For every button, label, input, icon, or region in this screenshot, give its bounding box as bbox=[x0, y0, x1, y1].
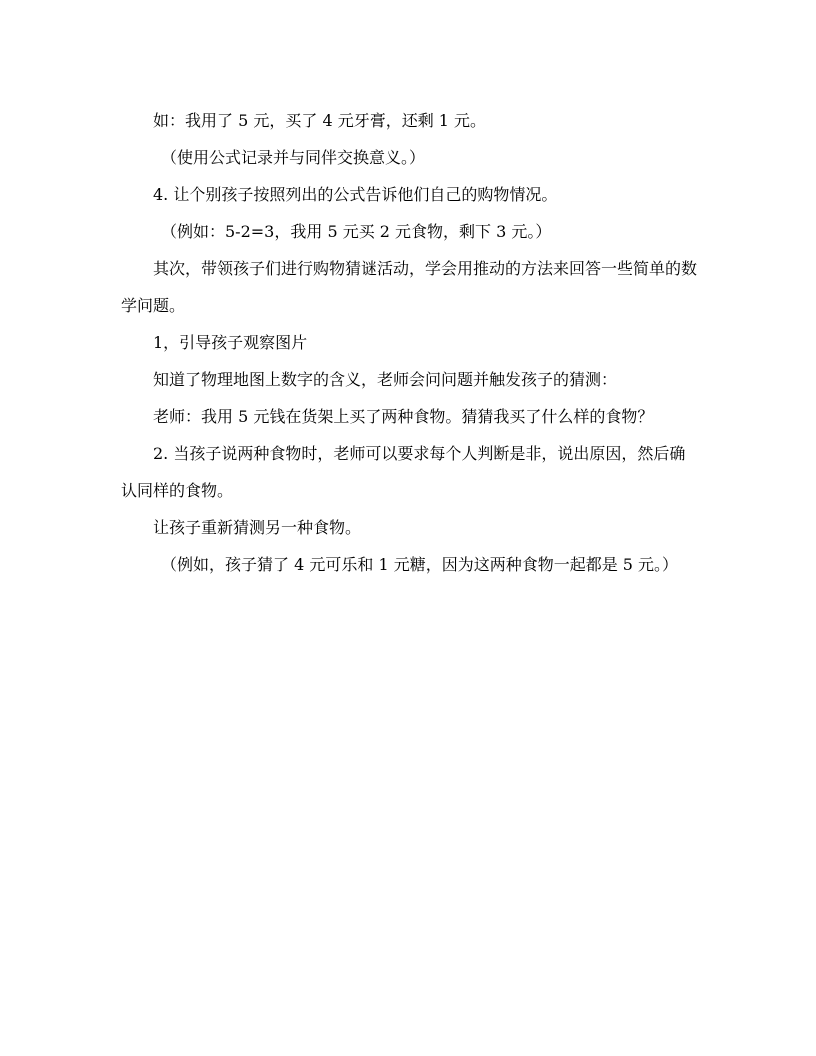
paragraph-step-2: 2. 当孩子说两种食物时，老师可以要求每个人判断是非，说出原因，然后确认同样的食物。 bbox=[121, 444, 686, 500]
paragraph-example-cola-candy: （例如，孩子猜了 4 元可乐和 1 元糖，因为这两种食物一起都是 5 元。） bbox=[161, 555, 679, 574]
paragraph-teacher-question: 老师：我用 5 元钱在货架上买了两种食物。猜猜我买了什么样的食物？ bbox=[153, 407, 654, 426]
paragraph-step-1: 1，引导孩子观察图片 bbox=[153, 333, 308, 352]
paragraph-formula-note: （使用公式记录并与同伴交换意义。） bbox=[161, 148, 426, 167]
document-body bbox=[121, 102, 701, 583]
paragraph-guess-again: 让孩子重新猜测另一种食物。 bbox=[153, 518, 362, 537]
paragraph-map-meaning: 知道了物理地图上数字的含义，老师会问问题并触发孩子的猜测： bbox=[153, 370, 618, 389]
paragraph-second-activity: 其次，带领孩子们进行购物猜谜活动，学会用推动的方法来回答一些简单的数学问题。 bbox=[121, 259, 698, 315]
paragraph-example-food: （例如：5-2=3，我用 5 元买 2 元食物，剩下 3 元。） bbox=[161, 222, 552, 241]
paragraph-step-4: 4. 让个别孩子按照列出的公式告诉他们自己的购物情况。 bbox=[153, 185, 558, 204]
paragraph-example-toothpaste: 如：我用了 5 元，买了 4 元牙膏，还剩 1 元。 bbox=[153, 111, 487, 130]
